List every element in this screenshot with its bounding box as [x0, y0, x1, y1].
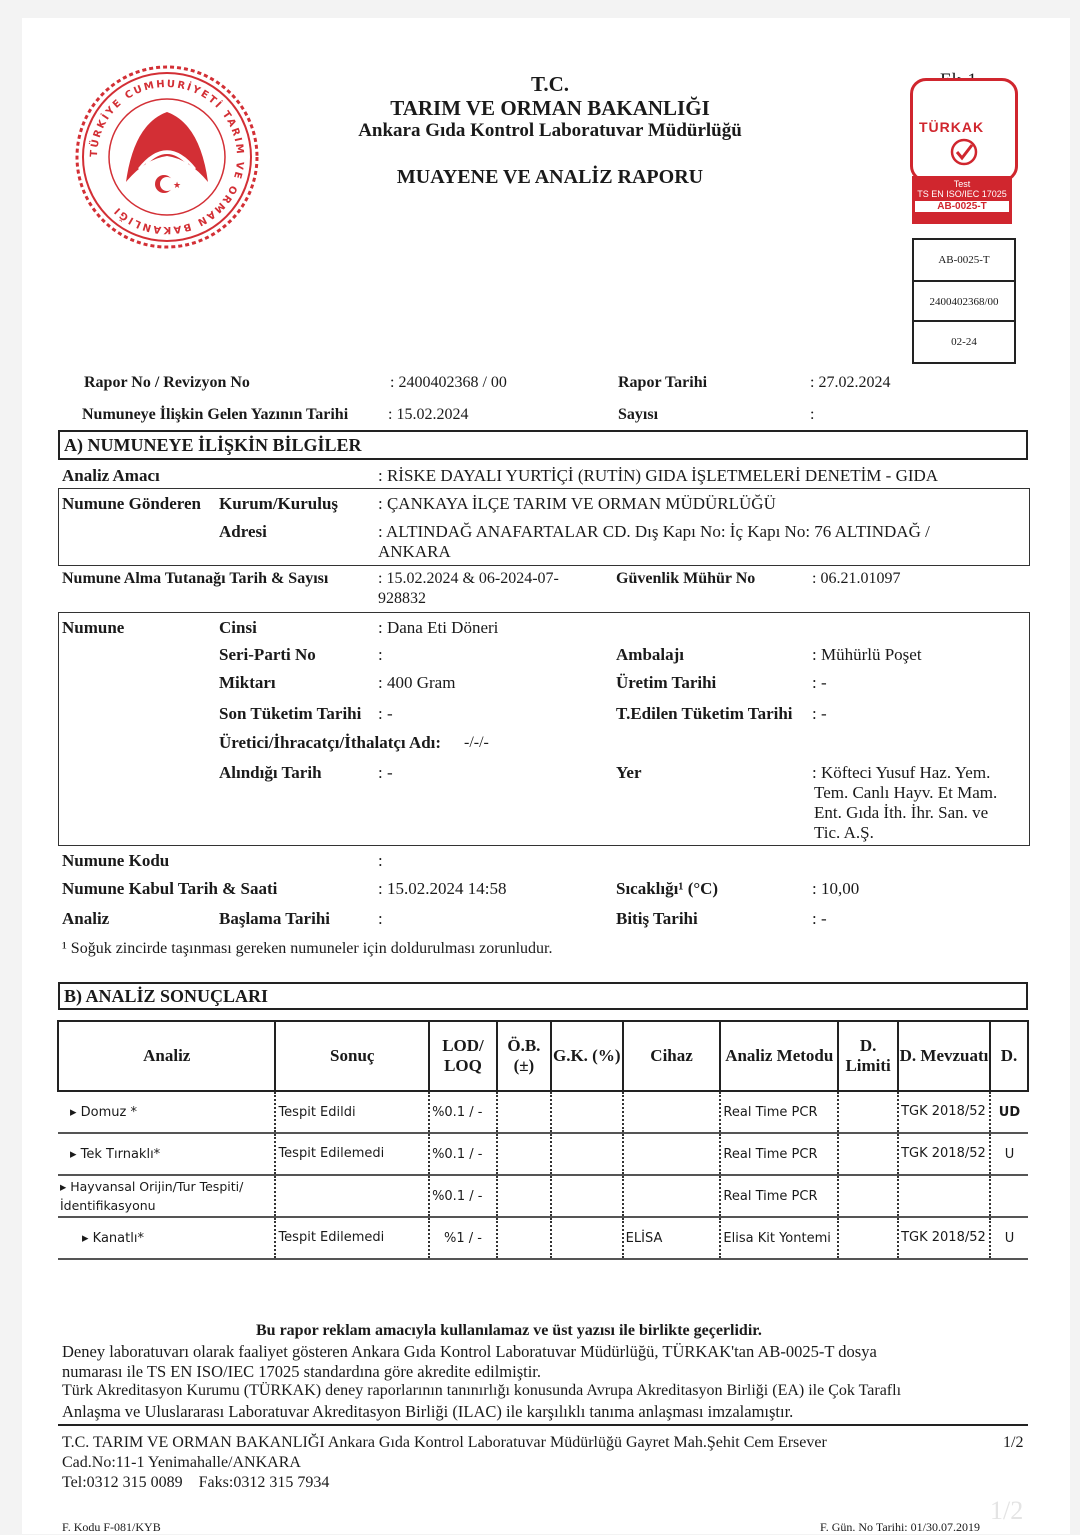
cell-analiz: ▸ Domuz * [58, 1091, 275, 1133]
footer-line-1: Deney laboratuvarı olarak faaliyet gösteren Ankara Gıda Kontrol Laboratuvar Müdürlüğü, TÜRKAK'tan AB-0025-T dosya [62, 1342, 877, 1361]
bitis-value: : - [812, 909, 827, 928]
page-number: 1/2 [1003, 1434, 1024, 1451]
ambalaj-label: Ambalajı [616, 645, 684, 664]
kabul-value: : 15.02.2024 14:58 [378, 879, 507, 898]
turkak-logo [910, 78, 1018, 182]
table-row [58, 1175, 1028, 1217]
cell-ob [497, 1133, 551, 1175]
header-tc: T.C. [530, 72, 570, 96]
cell-d [990, 1175, 1028, 1217]
turkak-accreditation-bar [912, 176, 1012, 224]
rapor-no-label: Rapor No / Revizyon No [84, 374, 250, 391]
cell-sonuc: Tespit Edilemedi [275, 1133, 429, 1175]
yer-label: Yer [616, 763, 642, 782]
turkak-number: AB-0025-T [915, 201, 1009, 212]
check-icon [949, 137, 979, 167]
results-table [57, 1020, 1029, 1260]
header-lab: Ankara Gıda Kontrol Laboratuvar Müdürlüğü [358, 120, 742, 141]
adres-label: Adresi [219, 522, 267, 541]
cell-metod: Real Time PCR [720, 1133, 838, 1175]
gonderen-label: Numune Gönderen [62, 494, 202, 513]
cell-lod: %0.1 / - [429, 1091, 497, 1133]
footer-address-1: T.C. TARIM VE ORMAN BAKANLIĞI Ankara Gıda Kontrol Laboratuvar Müdürlüğü Gayret Mah.Şehit Cem Ersever [62, 1434, 827, 1451]
yazi-tarihi-label: Numuneye İlişkin Gelen Yazının Tarihi [82, 406, 349, 423]
cell-metod: Elisa Kit Yontemi [720, 1217, 838, 1259]
yazi-tarihi-value: : 15.02.2024 [388, 406, 469, 423]
yer-line-4: Tic. A.Ş. [814, 823, 874, 842]
cell-limit [838, 1133, 898, 1175]
form-date: F. Gün. No Tarihi: 01/30.07.2019 [820, 1520, 980, 1534]
kabul-label: Numune Kabul Tarih & Saati [62, 879, 278, 898]
col-ob: Ö.B. (±) [497, 1021, 551, 1091]
cell-analiz: ▸ Hayvansal Orijin/Tur Tespiti/İdentifikasyonu [58, 1175, 275, 1217]
col-mevzuat: D. Mevzuatı [898, 1021, 990, 1091]
report-number-box: 2400402368/00 [912, 280, 1016, 324]
col-cihaz: Cihaz [623, 1021, 721, 1091]
footer-phone: Tel:0312 315 0089 Faks:0312 315 7934 [62, 1474, 330, 1491]
cell-cihaz [623, 1175, 721, 1217]
adres-value-2: ANKARA [378, 542, 451, 561]
seal-text: TÜRKİYE CUMHURİYETİ TARIM VE ORMAN BAKANLIĞI [88, 78, 246, 236]
cinsi-label: Cinsi [219, 618, 257, 637]
kurum-label: Kurum/Kuruluş [219, 494, 339, 513]
cell-limit [838, 1217, 898, 1259]
adres-value-1: : ALTINDAĞ ANAFARTALAR CD. Dış Kapı No: İç Kapı No: 76 ALTINDAĞ / [378, 522, 930, 541]
cell-cihaz [623, 1091, 721, 1133]
son-tuketim-value: : - [378, 704, 393, 723]
form-code: F. Kodu F-081/KYB [62, 1520, 161, 1534]
seri-label: Seri-Parti No [219, 645, 316, 664]
cell-limit [838, 1175, 898, 1217]
col-analiz: Analiz [58, 1021, 275, 1091]
table-row [58, 1091, 1028, 1133]
kod-value: : [378, 851, 383, 870]
cell-limit [838, 1091, 898, 1133]
tedilen-label: T.Edilen Tüketim Tarihi [616, 704, 793, 723]
table-header-row [58, 1021, 1028, 1091]
col-limit: D. Limiti [838, 1021, 898, 1091]
ministry-seal-logo [74, 64, 260, 250]
sayisi-value: : [810, 406, 815, 423]
cell-gk [551, 1091, 623, 1133]
cell-metod: Real Time PCR [720, 1175, 838, 1217]
cell-sonuc: Tespit Edildi [275, 1091, 429, 1133]
cell-d: UD [990, 1091, 1028, 1133]
muhur-value: : 06.21.01097 [812, 570, 901, 587]
uretici-label: Üretici/İhracatçı/İthalatçı Adı: [219, 733, 442, 752]
bitis-label: Bitiş Tarihi [616, 909, 698, 928]
footer-line-3: Türk Akreditasyon Kurumu (TÜRKAK) deney raporlarının tanınırlığı konusunda Avrupa Akreditasyon Birliği (EA) ile Çok Taraflı [62, 1382, 902, 1399]
cell-ob [497, 1175, 551, 1217]
footer-address-2: Cad.No:11-1 Yenimahalle/ANKARA [62, 1454, 301, 1471]
tutanak-value-1: : 15.02.2024 & 06-2024-07- [378, 570, 559, 587]
yer-line-1: : Köfteci Yusuf Haz. Yem. [812, 763, 991, 782]
cell-analiz: ▸ Kanatlı* [58, 1217, 275, 1259]
cell-analiz: ▸ Tek Tırnaklı* [58, 1133, 275, 1175]
cinsi-value: : Dana Eti Döneri [378, 618, 499, 637]
turkak-brand: TÜRKAK [919, 119, 985, 135]
col-sonuc: Sonuç [275, 1021, 429, 1091]
analiz-amaci-label: Analiz Amacı [62, 466, 160, 485]
seri-value: : [378, 645, 383, 664]
cell-lod: %0.1 / - [429, 1133, 497, 1175]
report-title: MUAYENE VE ANALİZ RAPORU [396, 166, 704, 188]
ambalaj-value: : Mühürlü Poşet [812, 645, 922, 664]
son-tuketim-label: Son Tüketim Tarihi [219, 704, 362, 723]
kurum-value: : ÇANKAYA İLÇE TARIM VE ORMAN MÜDÜRLÜĞÜ [378, 494, 776, 513]
cell-sonuc: Tespit Edilemedi [275, 1217, 429, 1259]
tutanak-label: Numune Alma Tutanağı Tarih & Sayısı [62, 570, 329, 587]
cell-d: U [990, 1217, 1028, 1259]
accreditation-code-box: AB-0025-T [912, 238, 1016, 282]
alindigi-value: : - [378, 763, 393, 782]
cell-mevzuat: TGK 2018/52 [898, 1091, 990, 1133]
cell-mevzuat [898, 1175, 990, 1217]
sayisi-label: Sayısı [618, 406, 659, 423]
cell-cihaz: ELİSA [623, 1217, 721, 1259]
uretim-value: : - [812, 673, 827, 692]
col-gk: G.K. (%) [551, 1021, 623, 1091]
cell-sonuc [275, 1175, 429, 1217]
rapor-tarihi-label: Rapor Tarihi [618, 374, 708, 391]
footnote: ¹ Soğuk zincirde taşınması gereken numuneler için doldurulması zorunludur. [62, 940, 553, 957]
analiz-label: Analiz [62, 909, 110, 928]
rapor-no-value: : 2400402368 / 00 [390, 374, 507, 391]
watermark-page: 1/2 [990, 1496, 1024, 1525]
col-d: D. [990, 1021, 1028, 1091]
section-b-header: B) ANALİZ SONUÇLARI [58, 982, 1028, 1010]
yer-line-2: Tem. Canlı Hayv. Et Mam. [814, 783, 998, 802]
cell-lod: %1 / - [429, 1217, 497, 1259]
table-row [58, 1217, 1028, 1259]
sicaklik-value: : 10,00 [812, 879, 860, 898]
col-metod: Analiz Metodu [720, 1021, 838, 1091]
section-a-header: A) NUMUNEYE İLİŞKİN BİLGİLER [58, 430, 1028, 460]
report-date-box: 02-24 [912, 320, 1016, 364]
svg-text:★: ★ [173, 180, 182, 190]
miktar-label: Miktarı [219, 673, 276, 692]
tutanak-value-2: 928832 [378, 590, 426, 607]
cell-gk [551, 1217, 623, 1259]
muhur-label: Güvenlik Mühür No [616, 570, 756, 587]
cell-ob [497, 1217, 551, 1259]
sicaklik-label: Sıcaklığı¹ (°C) [616, 879, 719, 898]
cell-metod: Real Time PCR [720, 1091, 838, 1133]
footer-line-4: Anlaşma ve Uluslararası Laboratuvar Akreditasyon Birliği (ILAC) ile karşılıklı tanıma anlaşması imzalamıştır. [62, 1402, 794, 1421]
table-row [58, 1133, 1028, 1175]
footer-line-2: numarası ile TS EN ISO/IEC 17025 standardına göre akredite edilmiştir. [62, 1362, 542, 1381]
footer-divider [58, 1424, 1028, 1426]
svg-text:TÜRKİYE CUMHURİYETİ TARIM VE O [87, 79, 246, 235]
baslama-label: Başlama Tarihi [219, 909, 331, 928]
numune-label: Numune [62, 618, 125, 637]
header-ministry: TARIM VE ORMAN BAKANLIĞI [390, 96, 710, 120]
cell-mevzuat: TGK 2018/52 [898, 1217, 990, 1259]
cell-gk [551, 1133, 623, 1175]
col-lod: LOD/ LOQ [429, 1021, 497, 1091]
cell-lod: %0.1 / - [429, 1175, 497, 1217]
cell-d: U [990, 1133, 1028, 1175]
miktar-value: : 400 Gram [378, 673, 456, 692]
turkak-standard: TS EN ISO/IEC 17025 [917, 189, 1007, 199]
kod-label: Numune Kodu [62, 851, 170, 870]
turkak-test: Test [953, 179, 971, 189]
rapor-tarihi-value: : 27.02.2024 [810, 374, 891, 391]
analiz-amaci-value: : RİSKE DAYALI YURTİÇİ (RUTİN) GIDA İŞLETMELERİ DENETİM - GIDA [378, 466, 939, 485]
cell-gk [551, 1175, 623, 1217]
cell-mevzuat: TGK 2018/52 [898, 1133, 990, 1175]
yer-value [812, 763, 997, 843]
uretim-label: Üretim Tarihi [616, 673, 717, 692]
tedilen-value: : - [812, 704, 827, 723]
uretici-value: -/-/- [464, 734, 489, 751]
bold-note: Bu rapor reklam amacıyla kullanılamaz ve üst yazısı ile birlikte geçerlidir. [256, 1322, 762, 1339]
alindigi-label: Alındığı Tarih [219, 763, 322, 782]
cell-ob [497, 1091, 551, 1133]
yer-line-3: Ent. Gıda İth. İhr. San. ve [814, 803, 989, 822]
baslama-value: : [378, 909, 383, 928]
cell-cihaz [623, 1133, 721, 1175]
